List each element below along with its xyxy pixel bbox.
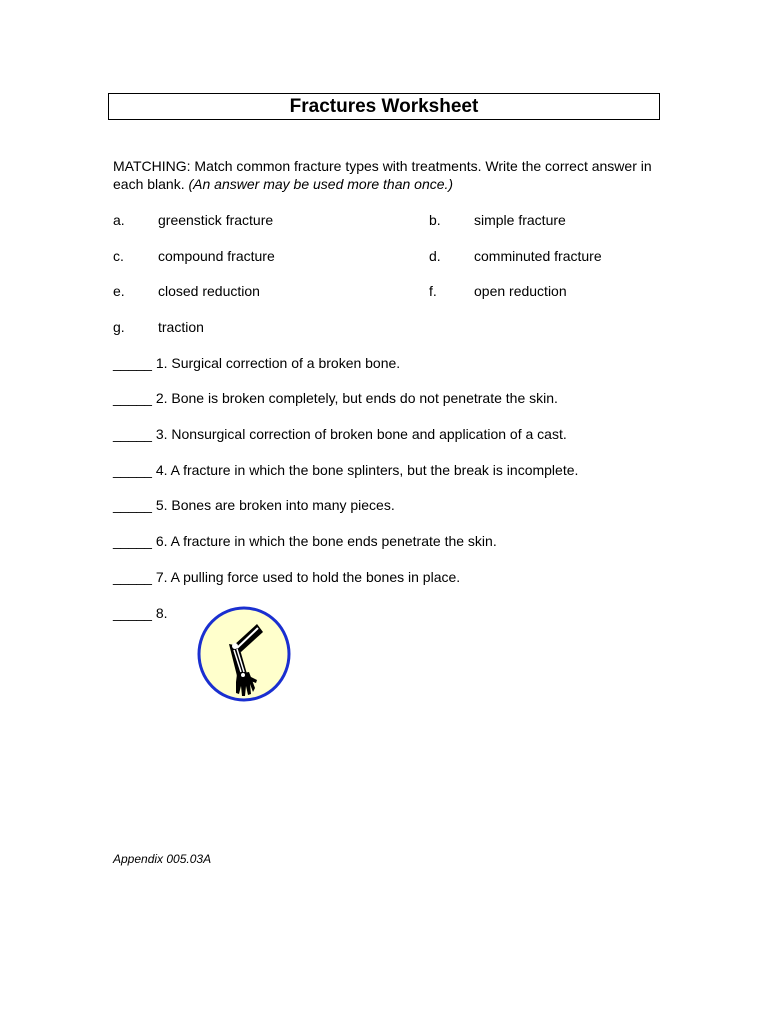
option-letter: a. (113, 212, 125, 228)
option-letter: e. (113, 283, 125, 299)
option-text: compound fracture (158, 248, 275, 264)
option-text: open reduction (474, 283, 567, 299)
option-text: closed reduction (158, 283, 260, 299)
question-7: _____ 7. A pulling force used to hold the bones in place. (113, 569, 461, 585)
question-8: _____ 8. (113, 605, 168, 621)
traction-arm-icon (197, 606, 291, 702)
option-text: comminuted fracture (474, 248, 602, 264)
option-letter: d. (429, 248, 441, 264)
option-letter: f. (429, 283, 437, 299)
option-letter: c. (113, 248, 124, 264)
appendix-label: Appendix 005.03A (113, 852, 212, 866)
option-text: traction (158, 319, 204, 335)
instructions-note: (An answer may be used more than once.) (188, 176, 454, 192)
question-1: _____ 1. Surgical correction of a broken bone. (113, 355, 401, 371)
question-5: _____ 5. Bones are broken into many pieces. (113, 497, 395, 513)
instructions-text: MATCHING: Match common fracture types with treatments. Write the correct answer in each blank. (113, 158, 652, 192)
question-4: _____ 4. A fracture in which the bone splinters, but the break is incomplete. (113, 462, 579, 478)
question-6: _____ 6. A fracture in which the bone ends penetrate the skin. (113, 533, 497, 549)
option-text: greenstick fracture (158, 212, 274, 228)
question-3: _____ 3. Nonsurgical correction of broken bone and application of a cast. (113, 426, 567, 442)
instructions (113, 157, 673, 193)
option-text: simple fracture (474, 212, 566, 228)
option-letter: g. (113, 319, 125, 335)
option-letter: b. (429, 212, 441, 228)
worksheet-title: Fractures Worksheet (108, 93, 660, 120)
question-2: _____ 2. Bone is broken completely, but ends do not penetrate the skin. (113, 390, 558, 406)
